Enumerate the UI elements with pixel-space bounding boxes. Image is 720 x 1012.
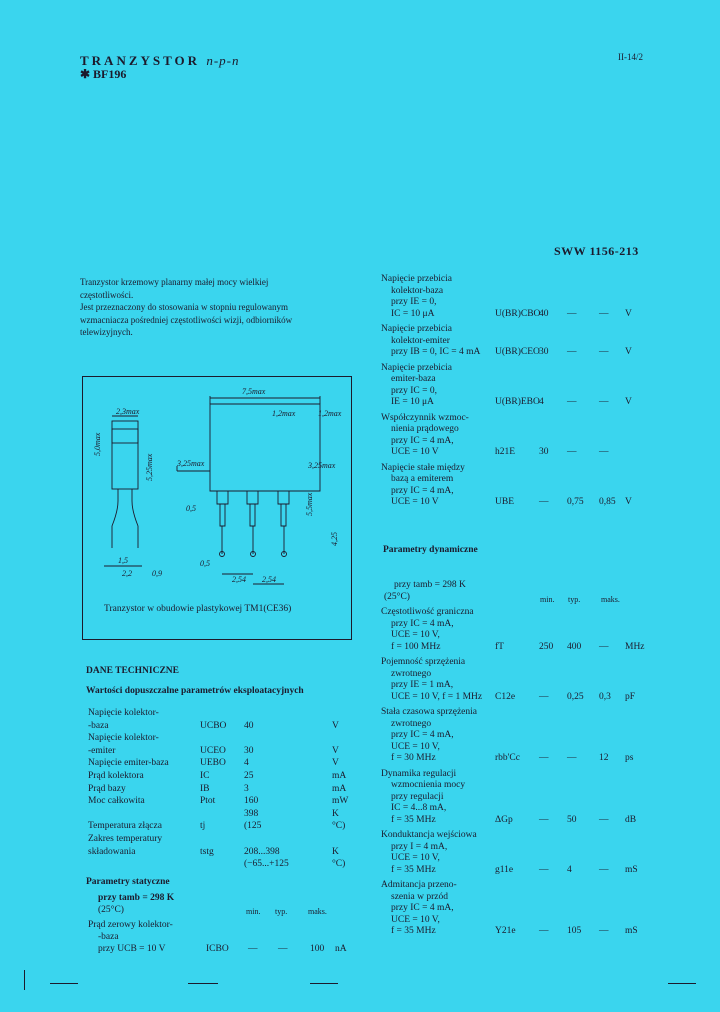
limit-name: Prąd kolektora [88, 770, 144, 781]
front-body [210, 404, 320, 491]
param-line: UCE = 10 V, f = 1 MHz [391, 691, 483, 702]
scan-mark [24, 970, 25, 990]
param-line: zwrotnego [391, 718, 432, 729]
limit-name: Napięcie kolektor- [88, 733, 159, 744]
param-line: f = 100 MHz [391, 641, 441, 652]
desc-line: częstotliwości. [80, 289, 134, 300]
col-min: min. [540, 595, 555, 604]
limit-row [88, 784, 368, 797]
param-sym: Y21e [495, 926, 516, 936]
param-line: UCE = 10 V [391, 447, 439, 457]
limit-symbol: UCEO [200, 745, 226, 756]
limit-symbol: IC [200, 770, 210, 781]
param-block [381, 769, 701, 827]
param-block [381, 607, 701, 653]
param-max: 0,85 [599, 497, 616, 507]
limits-table [88, 708, 368, 872]
param-block [381, 707, 701, 765]
param-typ: — [567, 447, 577, 457]
param-max: — [599, 447, 609, 457]
dim-label: 2,54 [262, 575, 276, 584]
scan-mark [668, 983, 696, 984]
param-block [381, 880, 701, 938]
limit-unit: mA [332, 783, 347, 794]
limit-value: 3 [244, 783, 249, 794]
desc-line: wzmacniacza pośredniej częstotliwości wizji, odbiorników [80, 314, 293, 325]
param-block [381, 463, 701, 509]
param-typ: 0,25 [567, 691, 584, 702]
dyn-cond: (25°C) [384, 592, 410, 602]
param-line: IC = 4...8 mA, [391, 803, 447, 813]
title-text: TRANZYSTOR [80, 53, 201, 68]
part-number: ✱ BF196 [80, 67, 127, 81]
param-line: przy IC = 4 mA, [391, 485, 454, 496]
param-sym: ΔGp [495, 814, 513, 825]
param-line: Współczynnik wzmoc- [381, 412, 469, 423]
param-max: 0,3 [599, 691, 611, 702]
limit-name: Prąd bazy [88, 783, 126, 794]
limit-value: 398 [244, 808, 259, 819]
desc-line: telewizyjnych. [80, 327, 133, 337]
param-line: Napięcie stałe między [381, 462, 465, 473]
param-line: nienia prądowego [391, 424, 459, 434]
param-typ: — [567, 308, 577, 319]
standard-number: SWW 1156-213 [554, 244, 639, 258]
limit-symbol: UCBO [200, 720, 227, 731]
param-max: — [599, 641, 609, 652]
limit-value: 25 [244, 770, 254, 781]
limit-value: (−65...+125 [244, 859, 289, 870]
transistor-type: n-p-n [206, 53, 240, 68]
limit-unit: °C) [332, 859, 346, 870]
dim-line [210, 396, 320, 404]
limit-value: 4 [244, 758, 249, 769]
param-block [381, 413, 701, 459]
tech-heading: DANE TECHNICZNE [86, 666, 179, 676]
param-line: Napięcie przebicia [381, 362, 452, 373]
dim-label: 1,2max [318, 409, 342, 418]
param-line: emiter-baza [391, 374, 436, 384]
icbo-typ: — [278, 944, 288, 954]
param-line: IC = 10 μA [391, 308, 435, 319]
param-unit: ps [625, 753, 634, 763]
icbo-sym: ICBO [206, 944, 229, 954]
param-line: zwrotnego [391, 668, 432, 679]
param-sym: C12e [495, 691, 516, 702]
limit-row [88, 821, 368, 834]
limit-symbol: UEBO [200, 758, 226, 769]
param-min: 4 [539, 397, 544, 407]
limit-name: Napięcie emiter-baza [88, 758, 169, 769]
limit-row [88, 809, 368, 822]
param-line: przy IE = 1 mA, [391, 680, 454, 690]
param-line: przy IC = 4 mA, [391, 903, 454, 913]
col-max: maks. [308, 907, 327, 916]
limit-unit: V [332, 758, 339, 769]
param-max: — [599, 308, 609, 319]
limit-value: 30 [244, 745, 254, 756]
param-line: kolektor-emiter [391, 335, 450, 346]
description [80, 276, 292, 339]
param-typ: — [567, 397, 577, 407]
dim-label: 0,5 [200, 559, 210, 568]
icbo-name: -baza [98, 932, 119, 942]
drawing-caption: Tranzystor w obudowie plastykowej TM1(CE36) [104, 604, 292, 614]
param-unit: V [625, 497, 632, 507]
dim-label: 0,5 [186, 504, 196, 513]
limit-row [88, 771, 368, 784]
dim-label: 7,5max [242, 387, 266, 396]
right-params [381, 274, 701, 513]
icbo-max: 100 [310, 944, 325, 954]
param-line: Admitancja przeno- [381, 880, 457, 890]
limit-row [88, 746, 368, 759]
dim-label: 2,2 [122, 569, 132, 578]
dyn-cond: przy tamb = 298 K [394, 580, 466, 590]
param-max: — [599, 347, 609, 357]
limit-symbol: tstg [200, 846, 214, 857]
param-min: — [539, 926, 549, 936]
param-min: — [539, 497, 549, 507]
param-line: UCE = 10 V, [391, 630, 440, 640]
scan-mark [188, 983, 218, 984]
param-min: — [539, 753, 549, 763]
param-line: przy IE = 0, [391, 297, 437, 307]
param-typ: — [567, 347, 577, 357]
lead-pins [222, 526, 284, 554]
col-min: min. [246, 907, 261, 916]
param-sym: rbb'Cc [495, 753, 520, 763]
dim-label: 5,0max [93, 432, 102, 456]
scan-mark [50, 983, 78, 984]
param-sym: h21E [495, 447, 516, 457]
param-block [381, 274, 701, 320]
limit-name: Napięcie kolektor- [88, 708, 159, 718]
param-sym: g11e [495, 864, 514, 875]
limit-value: 208...398 [244, 846, 280, 857]
param-line: kolektor-baza [391, 285, 444, 296]
param-line: UCE = 10 V, [391, 914, 440, 925]
limit-row [88, 733, 368, 746]
limit-unit: °C) [332, 821, 346, 832]
param-line: przy IC = 4 mA, [391, 618, 454, 629]
param-sym: UBE [495, 497, 514, 507]
param-block [381, 363, 701, 409]
limit-row [88, 721, 368, 734]
param-unit: dB [625, 814, 637, 825]
param-max: 12 [599, 753, 609, 763]
param-line: IE = 10 μA [391, 397, 434, 407]
limit-unit: mA [332, 770, 347, 781]
param-min: 30 [539, 447, 549, 457]
param-line: f = 35 MHz [391, 814, 436, 825]
param-line: Stała czasowa sprzężenia [381, 707, 478, 717]
param-typ: 0,75 [567, 497, 584, 507]
param-line: przy I = 4 mA, [391, 841, 448, 852]
limit-name: Moc całkowita [88, 796, 145, 807]
param-line: UCE = 10 V, [391, 741, 440, 752]
dim-label: 3,25max [177, 459, 205, 468]
lead-stems [220, 504, 286, 526]
param-line: bazą a emiterem [391, 474, 454, 484]
icbo-unit: nA [335, 944, 347, 954]
icbo-name: Prąd zerowy kolektor- [88, 920, 173, 930]
limit-row [88, 859, 368, 872]
limit-unit: K [332, 846, 339, 857]
param-typ: 105 [567, 926, 582, 936]
static-cond: przy tamb = 298 K [98, 893, 175, 903]
limit-row [88, 708, 368, 721]
param-max: — [599, 814, 609, 825]
desc-line: Tranzystor krzemowy planarny małej mocy wielkiej [80, 277, 269, 287]
param-line: wzmocnienia mocy [391, 780, 466, 790]
dyn-heading: Parametry dynamiczne [383, 545, 478, 555]
param-min: — [539, 814, 549, 825]
limit-symbol: tj [200, 821, 206, 832]
param-unit: V [625, 308, 632, 319]
limit-name: Temperatura złącza [88, 821, 162, 832]
col-max: maks. [601, 595, 620, 604]
param-line: Konduktancja wejściowa [381, 830, 477, 840]
col-typ: typ. [568, 595, 581, 604]
param-line: UCE = 10 V [391, 497, 439, 507]
limit-row [88, 758, 368, 771]
static-heading: Parametry statyczne [86, 877, 170, 887]
param-min: 250 [539, 641, 554, 652]
dim-label: 2,54 [232, 575, 246, 584]
param-line: Częstotliwość graniczna [381, 607, 474, 617]
dim-label: 3,25max [308, 461, 336, 470]
param-line: przy IC = 4 mA, [391, 435, 454, 446]
limit-value: 160 [244, 796, 259, 807]
param-unit: V [625, 397, 632, 407]
param-sym: U(BR)CBO [495, 308, 541, 319]
param-line: Pojemność sprzężenia [381, 657, 466, 667]
dim-label: 0,9 [152, 569, 162, 578]
param-min: — [539, 691, 549, 702]
dim-label: 1,5 [118, 556, 128, 565]
side-tab [112, 429, 138, 443]
limit-unit: V [332, 720, 339, 731]
param-line: Napięcie przebicia [381, 274, 452, 284]
param-max: — [599, 864, 609, 875]
param-typ: 400 [567, 641, 582, 652]
page-ref: II-14/2 [618, 52, 643, 62]
limit-row [88, 847, 368, 860]
dim-label: 5,25max [145, 453, 154, 481]
param-sym: U(BR)CEO [495, 347, 540, 357]
param-unit: MHz [625, 641, 645, 652]
limit-row [88, 796, 368, 809]
limit-unit: K [332, 808, 339, 819]
side-body [112, 421, 138, 489]
scan-mark [310, 983, 338, 984]
col-typ: typ. [275, 907, 288, 916]
param-line: przy IB = 0, IC = 4 mA [391, 347, 481, 357]
param-line: szenia w przód [391, 891, 448, 902]
static-cond: (25°C) [98, 905, 124, 915]
param-line: f = 30 MHz [391, 753, 436, 763]
param-max: — [599, 397, 609, 407]
limit-name: -emiter [88, 745, 116, 756]
param-unit: mS [625, 926, 638, 936]
param-block [381, 830, 701, 876]
limit-name: -baza [88, 720, 109, 731]
side-lead-left [112, 489, 118, 548]
limit-name: składowania [88, 846, 136, 857]
icbo-min: — [248, 944, 258, 954]
param-min: 40 [539, 308, 549, 319]
dim-label: 4,25 [330, 532, 339, 546]
param-block [381, 657, 701, 703]
limit-row [88, 834, 368, 847]
limit-unit: V [332, 745, 339, 756]
param-line: f = 35 MHz [391, 864, 436, 875]
param-max: — [599, 926, 609, 936]
limit-value: 40 [244, 720, 254, 731]
param-line: f = 35 MHz [391, 926, 436, 936]
param-line: przy regulacji [391, 791, 444, 802]
param-min: — [539, 864, 549, 875]
param-line: przy IC = 4 mA, [391, 730, 454, 740]
param-line: Dynamika regulacji [381, 768, 457, 779]
param-block [381, 324, 701, 359]
param-typ: 4 [567, 864, 572, 875]
param-line: Napięcie przebicia [381, 324, 452, 334]
limit-unit: mW [332, 796, 349, 807]
param-unit: mS [625, 864, 638, 875]
param-unit: pF [625, 691, 636, 702]
dim-label: 1,2max [272, 409, 296, 418]
limit-name: Zakres temperatury [88, 833, 163, 844]
dim-label: 2,3max [116, 407, 140, 416]
param-line: UCE = 10 V, [391, 853, 440, 863]
param-sym: fT [495, 641, 504, 652]
limit-value: (125 [244, 821, 262, 832]
side-lead-right [132, 489, 138, 548]
limit-symbol: Ptot [200, 796, 216, 807]
limit-symbol: IB [200, 783, 210, 794]
dyn-params [381, 607, 701, 942]
param-typ: 50 [567, 814, 577, 825]
dim-label: 5,5max [305, 492, 314, 516]
param-sym: U(BR)EBO [495, 397, 540, 407]
limits-heading: Wartości dopuszczalne parametrów eksploatacyjnych [86, 686, 304, 696]
param-line: przy IC = 0, [391, 385, 437, 396]
param-min: 30 [539, 347, 549, 357]
param-typ: — [567, 753, 577, 763]
desc-line: Jest przeznaczony do stosowania w stopniu regulowanym [80, 302, 288, 312]
lead-shoulders [217, 491, 289, 504]
package-drawing [82, 376, 352, 612]
param-unit: V [625, 347, 632, 357]
icbo-cond: przy UCB = 10 V [98, 944, 166, 954]
